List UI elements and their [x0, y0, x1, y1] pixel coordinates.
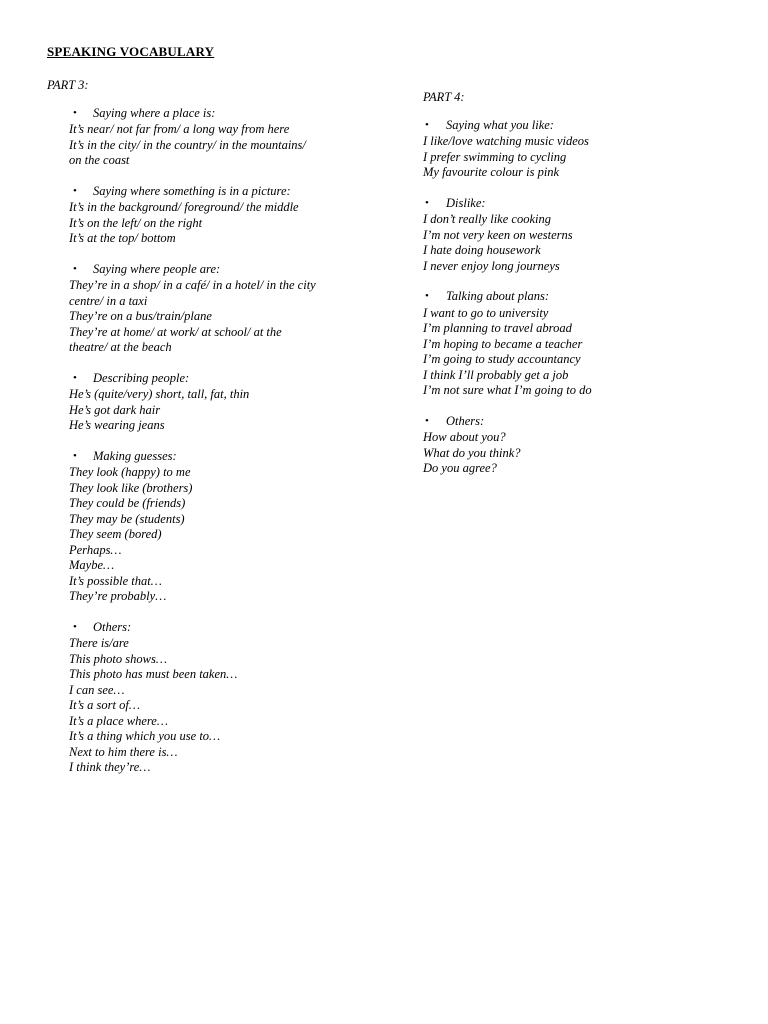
vocab-line: centre/ in a taxi [69, 293, 148, 308]
bullet-icon: • [425, 290, 429, 302]
vocab-line: They’re on a bus/train/plane [69, 309, 212, 323]
bullet-icon: • [73, 106, 77, 119]
vocab-section [47, 106, 367, 169]
bullet-icon: • [73, 262, 77, 275]
section-heading [47, 371, 367, 387]
vocab-line: I’m hoping to became a teacher [423, 336, 583, 351]
vocab-line: It’s in the city/ in the country/ in the mountains/ [69, 137, 306, 152]
vocab-section [423, 196, 743, 275]
bullet-icon: • [425, 118, 429, 131]
bullet-icon: • [425, 414, 429, 427]
vocab-section [47, 262, 367, 356]
part-3-column [47, 78, 367, 791]
section-heading [47, 184, 367, 200]
section-heading-text: Others: [93, 619, 132, 634]
vocab-line: I think I’ll probably get a job [423, 367, 569, 382]
vocab-line: I’m not very keen on westerns [423, 227, 573, 242]
vocab-line: I’m not sure what I’m going to do [423, 383, 592, 397]
section-heading-text: Dislike: [446, 195, 486, 210]
vocab-line: What do you think? [423, 445, 521, 460]
vocab-line: It’s a thing which you use to… [69, 729, 221, 743]
vocab-line: I like/love watching music videos [423, 134, 589, 148]
vocab-line: They’re probably… [69, 589, 167, 603]
vocab-line: I think they’re… [69, 760, 151, 774]
bullet-icon: • [73, 620, 77, 633]
part-3-label: PART 3: [47, 78, 89, 92]
vocab-line: I’m going to study accountancy [423, 352, 581, 366]
bullet-icon: • [73, 449, 77, 462]
part-3-sections [47, 106, 367, 776]
part-4-column [423, 90, 743, 492]
vocab-section [47, 449, 367, 605]
vocab-line: I prefer swimming to cycling [423, 149, 567, 164]
vocab-line: Do you agree? [423, 461, 497, 475]
section-heading-text: Saying where a place is: [93, 105, 216, 120]
vocab-line: Maybe… [69, 558, 115, 572]
vocab-line: Perhaps… [69, 542, 122, 557]
vocab-line: I never enjoy long journeys [423, 258, 560, 273]
section-heading [47, 106, 367, 122]
section-heading [423, 118, 743, 134]
part-4-label: PART 4: [423, 90, 465, 104]
vocab-section [423, 118, 743, 181]
vocab-line: There is/are [69, 636, 129, 650]
vocab-line: I’m planning to travel abroad [423, 321, 572, 335]
part-4-sections [423, 118, 743, 477]
section-heading [47, 449, 367, 465]
section-heading-text: Others: [446, 413, 485, 428]
vocab-line: I want to go to university [423, 305, 549, 320]
section-heading [423, 289, 743, 305]
vocab-line: They’re at home/ at work/ at school/ at the [69, 324, 282, 339]
vocab-section [47, 184, 367, 247]
vocab-line: It’s a place where… [69, 713, 168, 728]
vocab-line: He’s wearing jeans [69, 418, 165, 432]
vocab-section [47, 620, 367, 776]
vocab-line: I hate doing housework [423, 243, 541, 257]
bullet-icon: • [73, 371, 77, 384]
vocab-line: They could be (friends) [69, 496, 186, 510]
vocab-line: This photo shows… [69, 651, 167, 666]
vocab-line: They look (happy) to me [69, 465, 191, 479]
bullet-icon: • [73, 184, 77, 197]
section-heading-text: Saying where something is in a picture: [93, 183, 291, 198]
bullet-icon: • [425, 196, 429, 209]
vocab-section [423, 414, 743, 477]
vocab-line: This photo has must been taken… [69, 667, 238, 681]
section-heading [47, 620, 367, 636]
vocab-line: It’s a sort of… [69, 698, 140, 712]
vocab-line: They’re in a shop/ in a café/ in a hotel/ in the city [69, 278, 316, 292]
vocab-line: My favourite colour is pink [423, 165, 560, 179]
vocab-line: It’s near/ not far from/ a long way from here [69, 122, 290, 136]
vocab-line: They may be (students) [69, 511, 185, 526]
section-heading [47, 262, 367, 278]
vocab-line: It’s possible that… [69, 573, 162, 588]
section-heading-text: Saying what you like: [446, 117, 554, 132]
vocab-line: How about you? [423, 430, 506, 444]
vocab-line: It’s at the top/ bottom [69, 231, 176, 245]
vocab-line: It’s on the left/ on the right [69, 215, 203, 230]
vocab-line: He’s got dark hair [69, 402, 161, 417]
section-heading [423, 414, 743, 430]
vocab-line: on the coast [69, 153, 130, 167]
section-heading-text: Describing people: [93, 370, 190, 385]
vocab-section [47, 371, 367, 434]
page-title: SPEAKING VOCABULARY [47, 44, 215, 59]
vocab-section [423, 289, 743, 399]
section-heading-text: Talking about plans: [446, 289, 550, 303]
vocab-line: I can see… [69, 682, 125, 697]
vocab-line: They look like (brothers) [69, 480, 193, 495]
vocab-line: theatre/ at the beach [69, 340, 172, 354]
section-heading-text: Saying where people are: [93, 261, 221, 276]
vocab-line: I don’t really like cooking [423, 212, 551, 226]
section-heading [423, 196, 743, 212]
vocab-line: Next to him there is… [69, 744, 178, 759]
section-heading-text: Making guesses: [93, 448, 177, 463]
vocab-line: It’s in the background/ foreground/ the middle [69, 200, 299, 214]
vocab-line: He’s (quite/very) short, tall, fat, thin [69, 387, 250, 401]
vocab-line: They seem (bored) [69, 527, 162, 541]
